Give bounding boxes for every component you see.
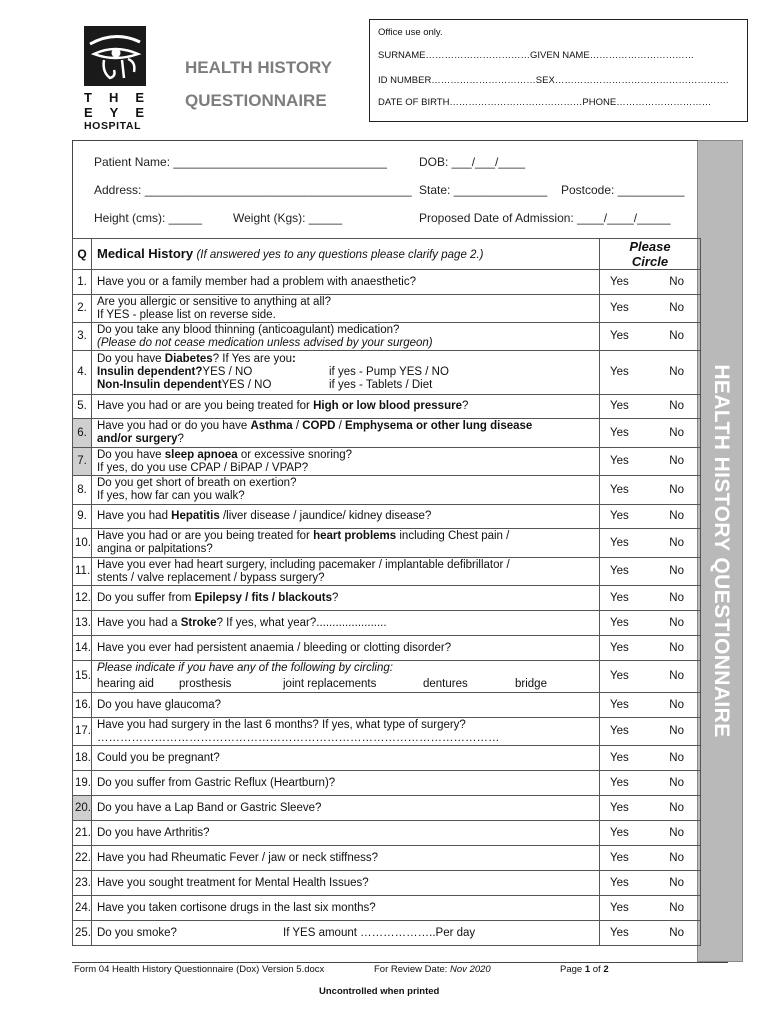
yes-option[interactable]: Yes — [610, 330, 629, 342]
row-number: 4. — [73, 351, 92, 395]
question-emphasis: High or low blood pressure — [313, 400, 462, 412]
row-number: 24. — [73, 896, 92, 921]
question-line: / — [335, 420, 346, 432]
yes-option[interactable]: Yes — [610, 751, 629, 764]
table-row — [73, 295, 701, 323]
yes-no-choice — [600, 821, 701, 846]
yes-no-choice — [600, 846, 701, 871]
row-number: 16. — [73, 693, 92, 718]
question-text: Have you taken cortisone drugs in the last six months? — [92, 896, 600, 921]
answer-line[interactable]: If YES amount ………………..Per day — [283, 926, 476, 939]
hospital-logo — [82, 26, 162, 134]
table-row — [73, 395, 701, 419]
yes-no-choice — [600, 586, 701, 611]
yes-option[interactable]: Yes — [610, 483, 629, 496]
no-option[interactable]: No — [669, 801, 684, 814]
table-header-row — [73, 239, 701, 270]
table-row — [73, 871, 701, 896]
table-row — [73, 586, 701, 611]
form-version-text: Form 04 Health History Questionnaire (Dox) Version 5.docx — [74, 964, 325, 975]
yes-option[interactable]: Yes — [610, 776, 629, 789]
yes-no-choice — [600, 771, 701, 796]
row-number: 19. — [73, 771, 92, 796]
no-option[interactable]: No — [669, 851, 684, 864]
question-line: Do you get short of breath on exertion? — [97, 477, 297, 489]
yes-option[interactable]: Yes — [610, 400, 629, 412]
question-line: ? — [461, 400, 469, 412]
question-text — [92, 448, 600, 476]
yes-option[interactable]: Yes — [610, 698, 629, 711]
table-row — [73, 611, 701, 636]
side-banner-text: HEALTH HISTORY QUESTIONNAIRE — [710, 364, 733, 738]
table-row — [73, 476, 701, 505]
question-text: Have you sought treatment for Mental Health Issues? — [92, 871, 600, 896]
question-text: Have you or a family member had a problem with anaesthetic? — [92, 270, 600, 295]
no-option[interactable]: No — [669, 641, 684, 654]
yes-no-choice — [600, 419, 701, 448]
question-line: Do you have — [97, 448, 165, 461]
row-number: 1. — [73, 270, 92, 295]
question-emphasis: Asthma — [250, 420, 293, 432]
question-text — [92, 419, 600, 448]
question-text — [92, 323, 600, 351]
row-number: 18. — [73, 746, 92, 771]
address-field[interactable]: Address: ________________________________________ — [94, 183, 412, 197]
circle-option-joint-replacements[interactable]: joint replacements — [283, 678, 377, 690]
question-emphasis: Stroke — [180, 616, 217, 629]
no-option[interactable]: No — [669, 366, 684, 378]
row-number: 5. — [73, 395, 92, 419]
row-number: 11. — [73, 558, 92, 586]
row-number: 3. — [73, 323, 92, 351]
yes-option[interactable]: Yes — [610, 455, 629, 467]
patient-details — [72, 140, 698, 240]
table-row — [73, 323, 701, 351]
yes-no-choice — [600, 448, 701, 476]
table-row — [73, 661, 701, 693]
question-text — [92, 351, 600, 395]
circle-label: Circle — [631, 254, 669, 269]
table-row — [73, 529, 701, 558]
no-option[interactable]: No — [669, 725, 684, 737]
row-number: 15. — [73, 661, 92, 693]
table-row — [73, 448, 701, 476]
yes-no-choice — [600, 718, 701, 746]
yes-option[interactable]: Yes — [610, 926, 629, 939]
yes-no-choice — [600, 476, 701, 505]
yes-no-choice — [600, 796, 701, 821]
row-number: 25. — [73, 921, 92, 946]
question-emphasis: Non-Insulin dependent — [97, 379, 222, 391]
row-number: 8. — [73, 476, 92, 505]
question-line: Have you had a — [97, 616, 181, 629]
no-option[interactable]: No — [669, 776, 684, 789]
state-field[interactable]: State: ______________ — [419, 183, 548, 197]
question-text — [92, 476, 600, 505]
row-number: 22. — [73, 846, 92, 871]
question-text: Do you have glaucoma? — [92, 693, 600, 718]
question-text — [92, 586, 600, 611]
question-line: Do you have — [97, 353, 165, 365]
question-text — [92, 505, 600, 529]
answer-line[interactable]: …………………………………………………………………………………………… — [97, 731, 500, 744]
office-use-heading: Office use only. — [378, 27, 443, 38]
yes-option[interactable]: Yes — [610, 591, 629, 604]
question-text — [92, 395, 600, 419]
row-number: 10. — [73, 529, 92, 558]
no-option[interactable]: No — [669, 275, 684, 288]
office-dob-line[interactable]: DATE OF BIRTH……………………………………PHONE………………………… — [378, 97, 712, 108]
question-line: Do you smoke? — [97, 926, 177, 939]
row-number: 9. — [73, 505, 92, 529]
yes-no-choice — [600, 636, 701, 661]
question-text: Could you be pregnant? — [92, 746, 600, 771]
question-line: / — [292, 420, 303, 432]
question-line: Have you had surgery in the last 6 months? If yes, what type of surgery? — [97, 718, 466, 731]
question-line: ? If yes, what year?...................... — [216, 616, 387, 629]
table-row — [73, 771, 701, 796]
title-line-1: HEALTH HISTORY — [185, 58, 333, 77]
question-line: angina or palpitations? — [97, 543, 213, 555]
question-line: Have you had or are you being treated for — [97, 530, 314, 542]
question-emphasis: Diabetes — [164, 353, 213, 365]
table-row — [73, 558, 701, 586]
question-text — [92, 295, 600, 323]
yes-option[interactable]: Yes — [610, 275, 629, 288]
page-label: Page — [560, 964, 585, 975]
question-emphasis: : — [292, 353, 296, 365]
question-line: If yes, how far can you walk? — [97, 490, 245, 502]
row-number: 12. — [73, 586, 92, 611]
yes-option[interactable]: Yes — [610, 565, 629, 577]
yes-option[interactable]: Yes — [610, 851, 629, 864]
table-row — [73, 270, 701, 295]
dob-field[interactable]: DOB: ___/___/____ — [419, 155, 526, 169]
height-field[interactable]: Height (cms): _____ — [94, 211, 203, 225]
no-option[interactable]: No — [669, 616, 684, 629]
table-row — [73, 693, 701, 718]
question-text — [92, 611, 600, 636]
question-emphasis: and/or surgery — [97, 433, 178, 445]
question-emphasis: heart problems — [313, 530, 397, 542]
row-number: 14. — [73, 636, 92, 661]
question-text: Do you suffer from Gastric Reflux (Heartburn)? — [92, 771, 600, 796]
no-option[interactable]: No — [669, 536, 684, 549]
no-option[interactable]: No — [669, 302, 684, 314]
table-row — [73, 351, 701, 395]
row-number: 2. — [73, 295, 92, 323]
medical-history-label: Medical History — [97, 245, 194, 261]
no-option[interactable]: No — [669, 483, 684, 496]
page-total: 2 — [603, 964, 609, 975]
yes-no-choice — [600, 529, 701, 558]
question-line: /liver disease / jaundice/ kidney disease? — [219, 510, 432, 522]
page-current: 1 — [584, 964, 591, 975]
row-number: 6. — [73, 419, 92, 448]
review-date — [374, 964, 491, 975]
yes-option[interactable]: Yes — [610, 510, 629, 522]
table-row — [73, 921, 701, 946]
yes-no-choice — [600, 746, 701, 771]
yes-option[interactable]: Yes — [610, 426, 629, 439]
question-line: Have you had or do you have — [97, 420, 251, 432]
medical-history-table — [72, 238, 701, 946]
table-row — [73, 718, 701, 746]
please-circle-header — [600, 239, 701, 270]
yes-no-choice — [600, 921, 701, 946]
no-option[interactable]: No — [669, 876, 684, 889]
question-line: if yes - Pump YES / NO — [329, 366, 449, 378]
office-id-line[interactable]: ID NUMBER……………………………SEX………………………………………………. — [378, 75, 729, 86]
question-emphasis: Epilepsy / fits / blackouts — [194, 591, 332, 604]
page-of: of — [590, 964, 604, 975]
question-line: or excessive snoring? — [237, 448, 353, 461]
footer-divider — [72, 962, 728, 963]
office-use-box — [369, 19, 748, 122]
yes-option[interactable]: Yes — [610, 901, 629, 914]
row-number: 17. — [73, 718, 92, 746]
question-line: Do you take any blood thinning (anticoagulant) medication? — [97, 323, 400, 336]
yes-no-choice — [600, 661, 701, 693]
question-text — [92, 661, 600, 693]
no-option[interactable]: No — [669, 330, 684, 342]
page-number — [560, 964, 609, 975]
logo-word-eye: EYE — [84, 105, 162, 120]
table-row — [73, 636, 701, 661]
postcode-field[interactable]: Postcode: __________ — [561, 183, 685, 197]
admission-date-field[interactable]: Proposed Date of Admission: ____/____/_____ — [419, 211, 671, 225]
question-emphasis: sleep apnoea — [164, 448, 238, 461]
question-text: Have you ever had persistent anaemia / bleeding or clotting disorder? — [92, 636, 600, 661]
review-date-value: Nov 2020 — [450, 964, 491, 975]
no-option[interactable]: No — [669, 455, 684, 467]
row-number: 7. — [73, 448, 92, 476]
no-option[interactable]: No — [669, 751, 684, 764]
question-line: ? — [177, 433, 184, 445]
yes-no-choice — [600, 505, 701, 529]
yes-option[interactable]: Yes — [610, 366, 629, 378]
no-option[interactable]: No — [669, 565, 684, 577]
question-emphasis: Insulin dependent? — [97, 366, 203, 378]
please-label: Please — [629, 239, 671, 254]
eye-of-horus-icon — [84, 26, 146, 86]
question-text — [92, 558, 600, 586]
no-option[interactable]: No — [669, 670, 684, 682]
no-option[interactable]: No — [669, 698, 684, 711]
logo-word-the: THE — [84, 90, 161, 105]
row-number: 21. — [73, 821, 92, 846]
question-line: including Chest pain / — [396, 530, 510, 542]
question-line: If YES - please list on reverse side. — [97, 308, 276, 321]
question-text — [92, 718, 600, 746]
yes-option[interactable]: Yes — [610, 876, 629, 889]
row-number: 20. — [73, 796, 92, 821]
yes-no-choice — [600, 871, 701, 896]
patient-name-field[interactable]: Patient Name: ________________________________ — [94, 155, 387, 169]
yes-no-choice — [600, 693, 701, 718]
question-line: YES / NO — [221, 379, 272, 391]
circle-option-hearing-aid[interactable]: hearing aid — [97, 678, 154, 690]
q-column-header: Q — [73, 239, 92, 270]
yes-no-choice — [600, 611, 701, 636]
no-option[interactable]: No — [669, 901, 684, 914]
question-line: Are you allergic or sensitive to anything at all? — [97, 295, 331, 308]
medical-history-note: (If answered yes to any questions please clarify page 2.) — [196, 248, 484, 261]
question-line: ? If Yes are you — [212, 353, 292, 365]
question-emphasis: Emphysema or other lung disease — [345, 420, 533, 432]
yes-no-choice — [600, 395, 701, 419]
no-option[interactable]: No — [669, 926, 684, 939]
office-surname-line[interactable]: SURNAME……………………………GIVEN NAME…………………………… — [378, 50, 695, 61]
yes-option[interactable]: Yes — [610, 725, 629, 737]
no-option[interactable]: No — [669, 400, 684, 412]
table-row — [73, 419, 701, 448]
table-row — [73, 896, 701, 921]
question-text — [92, 529, 600, 558]
question-line: If yes, do you use CPAP / BiPAP / VPAP? — [97, 461, 309, 474]
circle-option-dentures[interactable]: dentures — [423, 678, 468, 690]
question-text: Do you have a Lap Band or Gastric Sleeve? — [92, 796, 600, 821]
side-banner — [697, 140, 743, 962]
question-line: ? — [331, 591, 339, 604]
yes-no-choice — [600, 351, 701, 395]
yes-option[interactable]: Yes — [610, 536, 629, 549]
table-row — [73, 746, 701, 771]
question-emphasis: COPD — [302, 420, 336, 432]
question-emphasis: Hepatitis — [171, 510, 220, 522]
question-line: Do you suffer from — [97, 591, 195, 604]
yes-option[interactable]: Yes — [610, 641, 629, 654]
circle-option-bridge[interactable]: bridge — [515, 678, 547, 690]
yes-no-choice — [600, 323, 701, 351]
question-text: Have you had Rheumatic Fever / jaw or neck stiffness? — [92, 846, 600, 871]
table-row — [73, 796, 701, 821]
yes-no-choice — [600, 270, 701, 295]
yes-option[interactable]: Yes — [610, 801, 629, 814]
yes-option[interactable]: Yes — [610, 826, 629, 839]
question-note: (Please do not cease medication unless advised by your surgeon) — [97, 336, 433, 349]
logo-word-hospital: HOSPITAL — [84, 120, 142, 132]
yes-option[interactable]: Yes — [610, 302, 629, 314]
no-option[interactable]: No — [669, 591, 684, 604]
no-option[interactable]: No — [669, 426, 684, 439]
weight-field[interactable]: Weight (Kgs): _____ — [233, 211, 343, 225]
question-note: Please indicate if you have any of the following by circling: — [97, 662, 393, 674]
table-row — [73, 505, 701, 529]
yes-no-choice — [600, 558, 701, 586]
row-number: 23. — [73, 871, 92, 896]
question-text — [92, 921, 600, 946]
no-option[interactable]: No — [669, 510, 684, 522]
yes-no-choice — [600, 896, 701, 921]
table-row — [73, 821, 701, 846]
question-line: Have you had — [97, 510, 172, 522]
review-date-label: For Review Date: — [374, 964, 451, 975]
medical-history-header — [92, 239, 600, 270]
yes-option[interactable]: Yes — [610, 670, 629, 682]
yes-no-choice — [600, 295, 701, 323]
title-line-2: QUESTIONNAIRE — [185, 91, 327, 110]
no-option[interactable]: No — [669, 826, 684, 839]
yes-option[interactable]: Yes — [610, 616, 629, 629]
row-number: 13. — [73, 611, 92, 636]
question-line: Have you ever had heart surgery, including pacemaker / implantable defibrillator / — [97, 558, 510, 571]
table-row — [73, 846, 701, 871]
question-line: if yes - Tablets / Diet — [329, 379, 433, 391]
question-text: Do you have Arthritis? — [92, 821, 600, 846]
circle-option-prosthesis[interactable]: prosthesis — [179, 678, 232, 690]
question-line: Have you had or are you being treated for — [97, 400, 314, 412]
question-line: stents / valve replacement / bypass surgery? — [97, 571, 325, 584]
question-line: YES / NO — [202, 366, 253, 378]
uncontrolled-notice: Uncontrolled when printed — [319, 986, 440, 997]
